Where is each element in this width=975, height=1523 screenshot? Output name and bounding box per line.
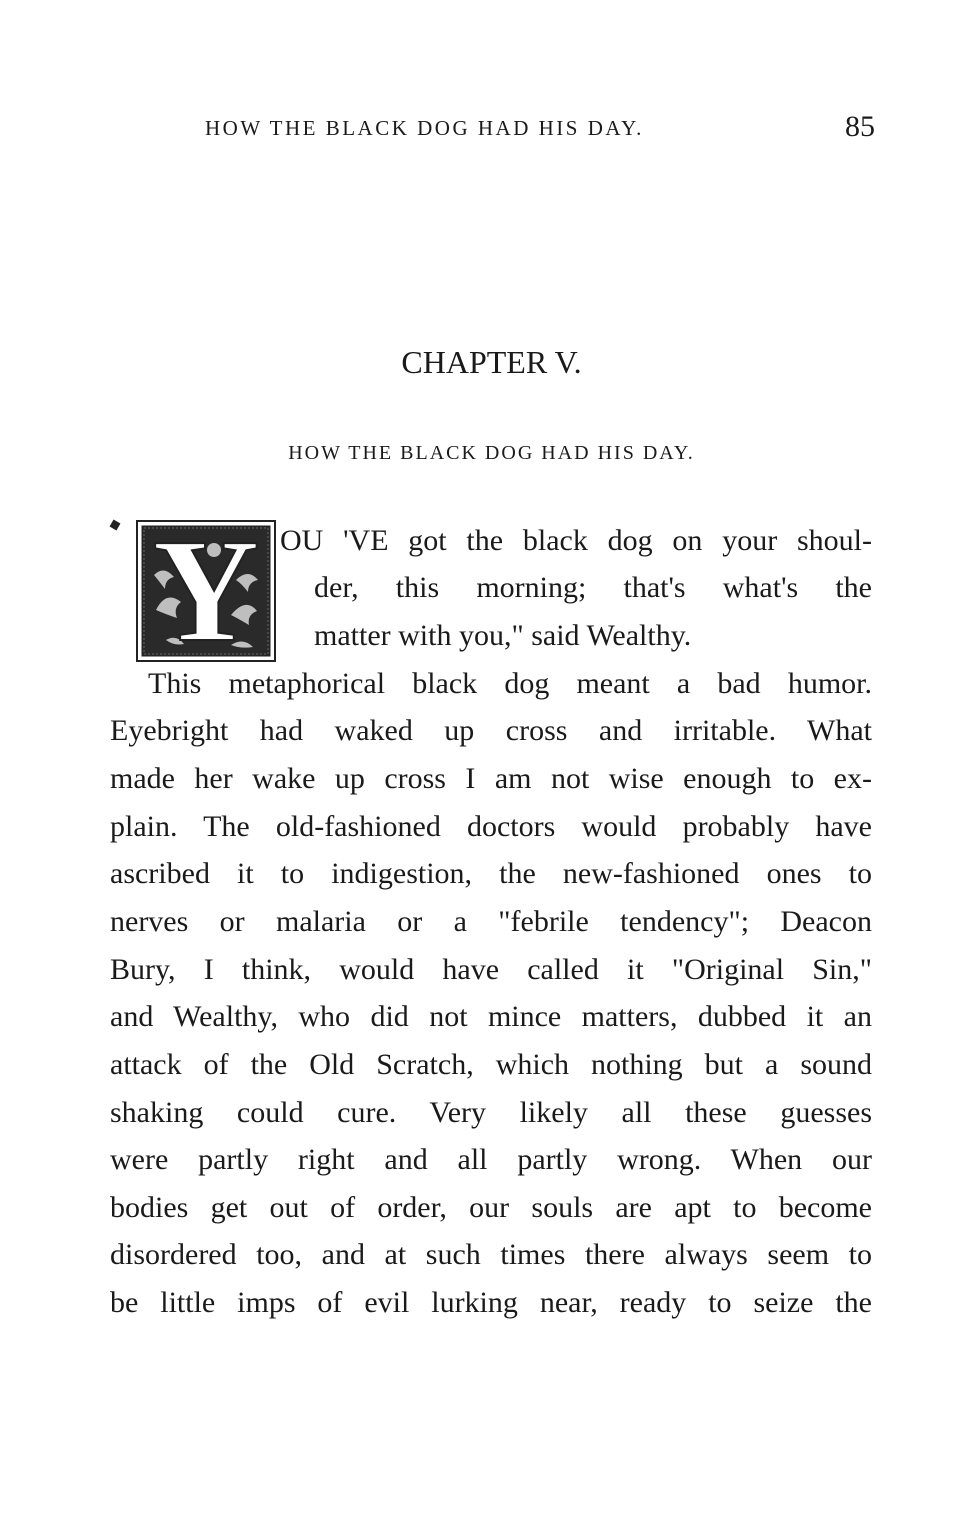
text-line: Eyebright had waked up cross and irritable. What xyxy=(110,714,872,747)
text-line: Bury, I think, would have called it "Original Sin," xyxy=(110,953,872,986)
text-line: bodies get out of order, our souls are apt to become xyxy=(110,1191,872,1224)
text-line: matter with you," said Wealthy. xyxy=(314,619,692,652)
drop-cap xyxy=(136,509,276,673)
text-line: nerves or malaria or a "febrile tendency"; Deacon xyxy=(110,905,872,938)
text-line: disordered too, and at such times there always seem to xyxy=(110,1238,872,1271)
chapter-subtitle: HOW THE BLACK DOG HAD HIS DAY. xyxy=(288,442,695,464)
text-line: ascribed it to indigestion, the new-fashioned ones to xyxy=(110,857,872,890)
running-head-title: HOW THE BLACK DOG HAD HIS DAY. xyxy=(205,116,644,140)
text-line: made her wake up cross I am not wise enough to ex- xyxy=(110,762,872,795)
text-line: OU 'VE got the black dog on your shoul- xyxy=(280,524,872,557)
text-line: attack of the Old Scratch, which nothing but a sound xyxy=(110,1048,872,1081)
text-line: shaking could cure. Very likely all these guesses xyxy=(110,1096,872,1129)
chapter-title: CHAPTER V. xyxy=(401,344,582,380)
text-line: der, this morning; that's what's the xyxy=(314,571,872,604)
drop-cap-letter: Y xyxy=(152,509,260,673)
ornament-mark xyxy=(110,520,121,531)
text-line: plain. The old-fashioned doctors would probably have xyxy=(110,810,872,843)
text-line: and Wealthy, who did not mince matters, dubbed it an xyxy=(110,1000,872,1033)
text-line: be little imps of evil lurking near, ready to seize the xyxy=(110,1286,872,1319)
page-number: 85 xyxy=(845,110,875,143)
running-head xyxy=(205,110,875,146)
text-line: were partly right and all partly wrong. When our xyxy=(110,1143,872,1176)
text-line: This metaphorical black dog meant a bad humor. xyxy=(148,667,872,700)
